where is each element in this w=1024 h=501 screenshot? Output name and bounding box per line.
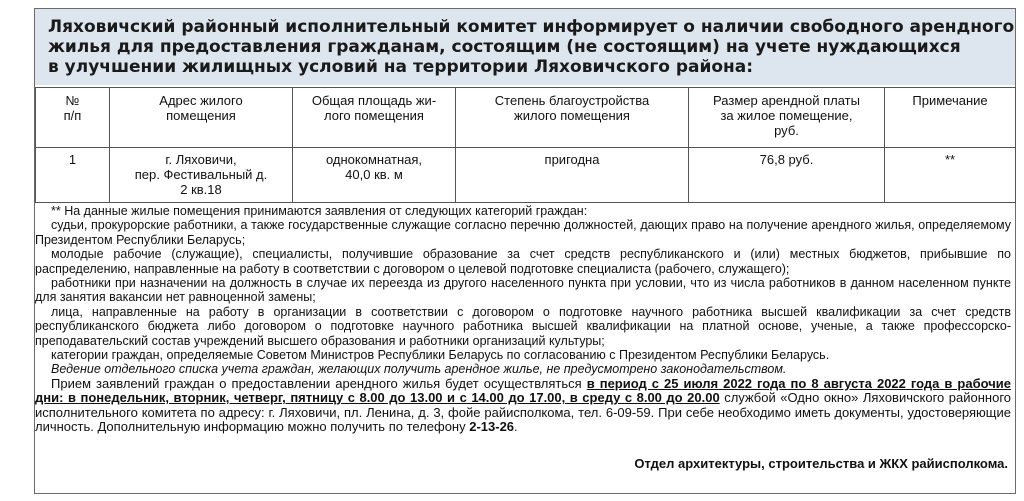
column-header-address: Адрес жилого помещения: [110, 88, 293, 148]
submission-text: Прием заявлений граждан о предоставлении арендного жилья будет осуществляться: [51, 375, 587, 391]
submission-details: службой «Одно окно» Ляховичского районного исполнительного комитета по адресу: г. Ляховичи, пл. Ленина, д. 3, фойе райисполкома, тел. 6-09-59. При себе необходимо иметь документы, удостоверяющие личность. Дополнительную информацию можно получить по телефону: [35, 390, 1011, 435]
column-header-note: Примечание: [885, 88, 1016, 148]
title-line: Ляховичский районный исполнительный комитет информирует о наличии свободного арендного: [48, 17, 1015, 37]
title-line: в улучшении жилищных условий на территории Ляховичского района:: [48, 57, 754, 77]
column-header-condition: Степень благоустройства жилого помещения: [456, 88, 689, 148]
category-item: работники при назначении на должность в случае их переезда из другого населенного пункта при условии, что из числа работников в данном населенном пункте для занятия вакансии нет равноценной замены;: [35, 276, 1011, 305]
submission-paragraph: [35, 377, 1011, 435]
notes-section: [35, 204, 1011, 435]
category-item: молодые рабочие (служащие), специалисты, получившие образование за счет средств республиканского и (или) местных бюджетов, прибывшие по распределению, направленные на работу в соответствии с договором о целевой подготовке специалиста (рабочего, служащего);: [35, 247, 1011, 276]
cell-condition: пригодна: [456, 148, 689, 203]
contact-phone: 2-13-26: [469, 419, 515, 435]
category-item: лица, направленные на работу в организации в соответствии с договором о подготовке научного работника высшей квалификации за счет средств республиканского бюджета либо договором о подготовке научного работника высшей квалификации на платной основе, ученые, а также профессорско-преподавательский состав учреждений высшего образования и работники организаций культуры;: [35, 304, 1011, 348]
cell-rent: 76,8 руб.: [689, 148, 885, 203]
cell-address: г. Ляховичи, пер. Фестивальный д. 2 кв.18: [110, 148, 293, 203]
category-item: судьи, прокурорские работники, а также государственные служащие согласно перечню должностей, дающих право на получение арендного жилья, определяемому Президентом Республики Беларусь;: [35, 218, 1011, 247]
cell-area: однокомнатная, 40,0 кв. м: [293, 148, 456, 203]
phone-suffix: .: [514, 419, 518, 435]
submission-deadline: в период с 25 июля 2022 года по 8 августа 2022 года в рабочие дни: в понедельник, вторник, четверг, пятницу с 8.00 до 13.00 и с 14.00 до 17.00, в среду с 8.00 до 20.00: [35, 375, 1011, 406]
notice-header: [35, 9, 1015, 85]
notes-intro: ** На данные жилые помещения принимаются заявления от следующих категорий граждан:: [51, 204, 588, 218]
column-header-number: № п/п: [36, 88, 110, 148]
table-header-row: [36, 88, 1016, 148]
cell-number: 1: [36, 148, 110, 203]
notice-title: [48, 17, 1015, 77]
table-row: [36, 148, 1016, 203]
category-item: категории граждан, определяемые Советом Министров Республики Беларусь по согласованию с Президентом Республики Беларусь.: [51, 348, 830, 363]
housing-table: [35, 87, 1016, 203]
italic-note: Ведение отдельного списка учета граждан, желающих получить арендное жилье, не предусмотрено законодательством.: [51, 362, 787, 377]
column-header-rent: Размер арендной платы за жилое помещение, руб.: [689, 88, 885, 148]
cell-note: **: [885, 148, 1016, 203]
signature: Отдел архитектуры, строительства и ЖКХ райисполкома.: [634, 456, 1008, 471]
title-line: жилья для предоставления гражданам, состоящим (не состоящим) на учете нуждающихся: [48, 37, 961, 57]
column-header-area: Общая площадь жи- лого помещения: [293, 88, 456, 148]
